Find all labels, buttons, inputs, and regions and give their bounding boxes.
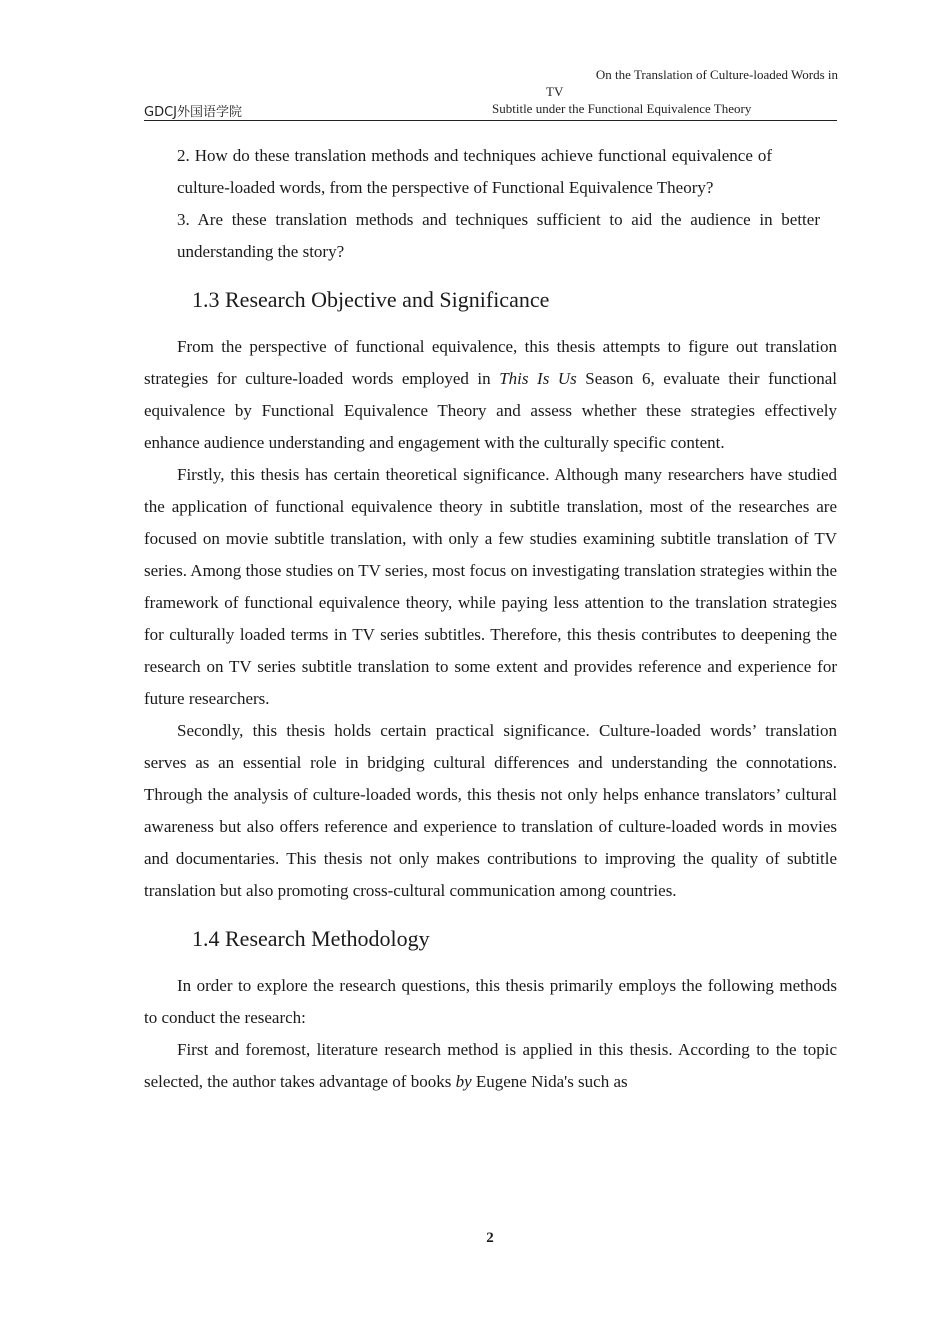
header-institution: GDCJ外国语学院 bbox=[144, 105, 242, 120]
paragraph-methodology-intro: In order to explore the research questions, this thesis primarily employs the following methods to conduct the research: bbox=[144, 976, 837, 1027]
section-heading-1-3: 1.3 Research Objective and Significance bbox=[192, 287, 550, 312]
series-title-italic: This Is Us bbox=[499, 369, 577, 388]
paragraph-literature-text-a: First and foremost, literature research method is applied in this thesis. According to the topic selected, the author takes advantage of books bbox=[144, 1040, 837, 1091]
page-number: 2 bbox=[486, 1230, 494, 1246]
paragraph-theoretical-significance: Firstly, this thesis has certain theoretical significance. Although many researchers have studied the application of functional equivalence theory in subtitle translation, most of the researches are focused on movie subtitle translation, with only a few studies examining subtitle translation of TV series. Among those studies on TV series, most focus on investigating translation strategies within the framework of functional equivalence theory, while paying less attention to the translation strategies for culturally loaded terms in TV series subtitles. Therefore, this thesis contributes to deepening the research on TV series subtitle translation to some extent and provides reference and experience for future researchers. bbox=[144, 465, 837, 708]
paragraph-objective-text-b: Season 6, evaluate their functional equivalence by Functional Equivalence Theory and assess whether these strategies effectively enhance audience understanding and engagement with the culturally specific content. bbox=[144, 369, 837, 452]
paragraph-literature-text-b: Eugene Nida's such as bbox=[471, 1072, 628, 1091]
header-title-line-2: TV bbox=[546, 84, 564, 99]
section-heading-1-4: 1.4 Research Methodology bbox=[192, 926, 430, 951]
by-italic: by bbox=[455, 1072, 472, 1091]
research-question-3: 3. Are these translation methods and techniques sufficient to aid the audience in better understanding the story? bbox=[177, 210, 820, 261]
header-thesis-title bbox=[484, 66, 838, 117]
header-rule bbox=[144, 120, 837, 121]
header-title-line-1: On the Translation of Culture-loaded Words in bbox=[595, 67, 838, 82]
paragraph-literature-method bbox=[144, 1034, 837, 1098]
paragraph-practical-significance: Secondly, this thesis holds certain practical significance. Culture-loaded words’ translation serves as an essential role in bridging cultural differences and understanding the connotations. Through the analysis of culture-loaded words, this thesis not only helps enhance translators’ cultural awareness but also offers reference and experience to translation of culture-loaded words in movies and documentaries. This thesis not only makes contributions to improving the quality of subtitle translation but also promoting cross-cultural communication among countries. bbox=[144, 721, 837, 900]
paragraph-objective bbox=[144, 331, 837, 459]
paragraph-objective-text-a: From the perspective of functional equivalence, this thesis attempts to figure out translation strategies for culture-loaded words employed in bbox=[144, 337, 837, 388]
page-body bbox=[144, 140, 837, 1098]
header-title-line-3: Subtitle under the Functional Equivalence Theory bbox=[492, 101, 752, 116]
research-question-2: 2. How do these translation methods and techniques achieve functional equivalence of culture-loaded words, from the perspective of Functional Equivalence Theory? bbox=[177, 146, 772, 197]
